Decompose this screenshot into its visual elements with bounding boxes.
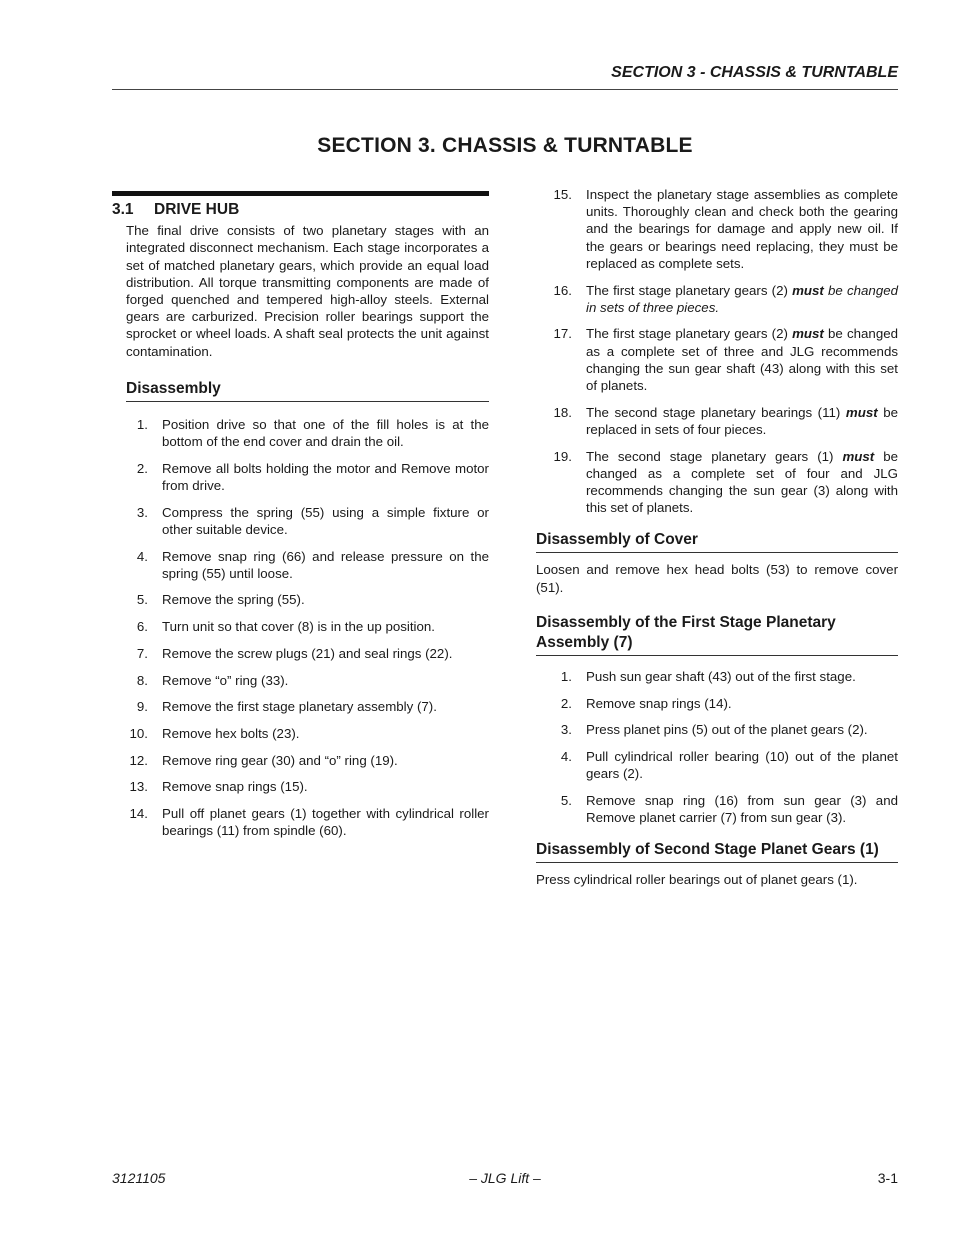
list-item: 14. Pull off planet gears (1) together with cylindrical roller bearings (11) from spindle (60). — [129, 806, 489, 839]
page-title: SECTION 3. CHASSIS & TURNTABLE — [317, 134, 693, 157]
section-number: 3.1 — [112, 201, 134, 218]
running-header: SECTION 3 - CHASSIS & TURNTABLE — [611, 64, 898, 81]
section-bar — [112, 191, 489, 196]
inspection-steps — [536, 186, 898, 516]
list-item: 7. Remove the screw plugs (21) and seal rings (22). — [136, 645, 453, 661]
list-item: 12. Remove ring gear (30) and “o” ring (19). — [129, 752, 398, 768]
list-item: 2. Remove snap rings (14). — [560, 695, 732, 711]
list-item: 10. Remove hex bolts (23). — [129, 725, 300, 741]
footer-publisher: – JLG Lift – — [469, 1170, 541, 1186]
header-rule — [112, 89, 898, 90]
section-title-text: DRIVE HUB — [154, 201, 240, 218]
list-item: 2. Remove all bolts holding the motor and Remove motor from drive. — [136, 460, 489, 493]
list-item: 1. Position drive so that one of the fill holes is at the bottom of the end cover and drain the oil. — [136, 416, 489, 450]
section-title — [112, 201, 489, 218]
second-stage-block — [536, 840, 898, 888]
first-stage-block — [536, 613, 898, 826]
list-item: 9. Remove the first stage planetary assembly (7). — [136, 699, 437, 715]
right-column — [536, 186, 898, 888]
disassembly-block — [112, 379, 489, 402]
cover-text: Loosen and remove hex head bolts (53) to remove cover (51). — [536, 562, 898, 595]
first-stage-steps — [536, 668, 898, 826]
disassembly-steps — [112, 416, 489, 840]
footer-doc-number: 3121105 — [112, 1170, 166, 1186]
cover-heading: Disassembly of Cover — [536, 530, 898, 553]
second-stage-text: Press cylindrical roller bearings out of planet gears (1). — [536, 872, 858, 888]
list-item: 8. Remove “o” ring (33). — [136, 672, 289, 688]
list-item: 15. Inspect the planetary stage assemblies as complete units. Thoroughly clean and check both the gearing and the bearings for damage and apply new oil. If the gears or bearings need replacing, they must be replaced as complete sets. — [553, 187, 898, 271]
list-item: 5. Remove snap ring (16) from sun gear (3) and Remove planet carrier (7) from sun gear (3). — [560, 792, 898, 826]
cover-block — [536, 530, 898, 595]
disassembly-heading: Disassembly — [126, 379, 489, 402]
list-item: 3. Compress the spring (55) using a simple fixture or other suitable device. — [136, 504, 489, 537]
left-column — [112, 186, 489, 849]
intro-paragraph: The final drive consists of two planetary stages with an integrated disconnect mechanism. Each stage incorporates a set of matched planetary gears, which provide an equal load distribution. All torque transmitting components are made of forged quenched and tempered high-alloy steels. External gears are carburized. Precision roller bearings support the sprocket or wheel loads. A shaft seal protects the unit against contamination. — [126, 223, 489, 359]
first-stage-heading: Disassembly of the First Stage Planetary Assembly (7) — [536, 613, 898, 656]
list-item: 13. Remove snap rings (15). — [129, 779, 308, 795]
list-item: 1. Push sun gear shaft (43) out of the first stage. — [560, 668, 856, 684]
list-item: 18. The second stage planetary bearings (11) must be replaced in sets of four pieces. — [553, 404, 898, 437]
list-item: 3. Press planet pins (5) out of the planet gears (2). — [560, 722, 868, 738]
list-item: 19. The second stage planetary gears (1) must be changed as a complete set of four and JLG recommends changing the sun gear (3) along with this set of planets. — [553, 448, 898, 516]
second-stage-heading: Disassembly of Second Stage Planet Gears (1) — [536, 840, 898, 863]
list-item: 4. Remove snap ring (66) and release pressure on the spring (55) until loose. — [136, 548, 489, 581]
list-item: 4. Pull cylindrical roller bearing (10) out of the planet gears (2). — [560, 748, 898, 782]
list-item: 6. Turn unit so that cover (8) is in the up position. — [136, 619, 435, 635]
list-item: 17. The first stage planetary gears (2) must be changed as a complete set of three and JLG recommends changing the sun gear shaft (43) along with this set of planets. — [553, 326, 898, 394]
footer-page-number: 3-1 — [877, 1170, 898, 1186]
list-item: 16. The first stage planetary gears (2) must be changed in sets of three pieces. — [553, 282, 898, 315]
list-item: 5. Remove the spring (55). — [136, 592, 305, 608]
